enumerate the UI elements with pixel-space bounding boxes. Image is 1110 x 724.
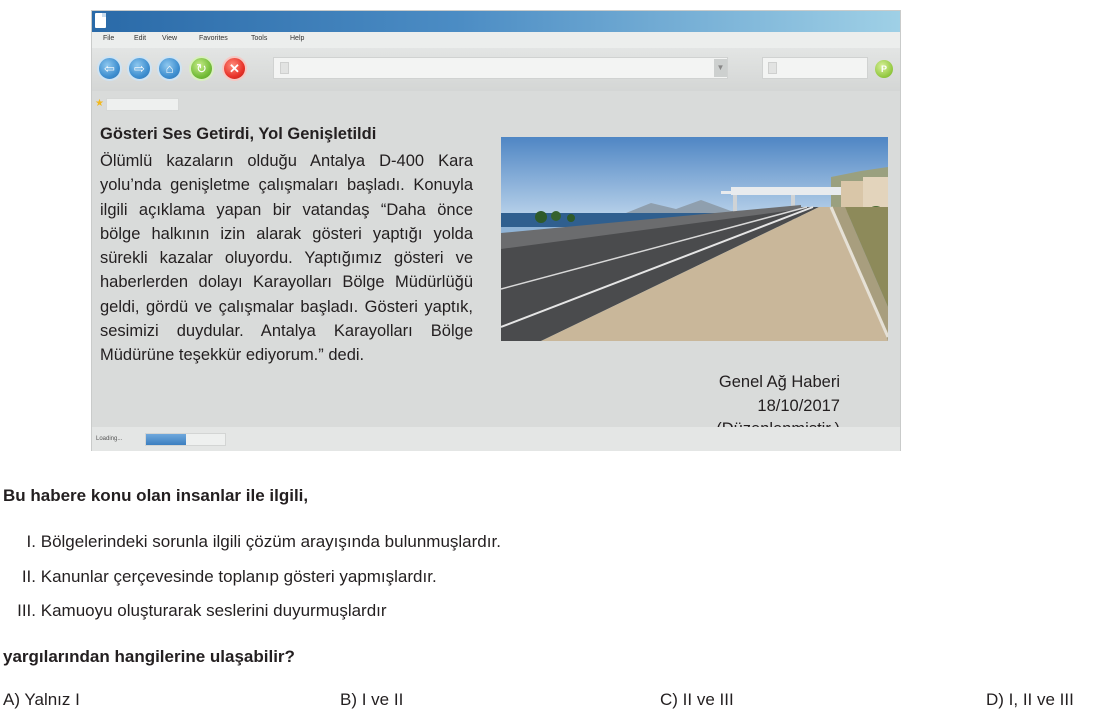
- statement-number: I.: [26, 532, 36, 551]
- back-button[interactable]: ⇦: [97, 56, 122, 81]
- page-icon: [768, 62, 777, 74]
- statement-1: [3, 532, 501, 552]
- article-body: Ölümlü kazaların olduğu Antalya D-400 Kara yolu’nda genişletme çalışmaları başladı. Konuyla ilgili açıklama yapan bir vatandaş “Daha önce bölge halkının izin alarak gösteri yaptığı yolda sürekli kazalar oluyordu. Yaptığımız gösteri ve haberlerden dolayı Karayolları Bölge Müdürlüğü geldi, gördü ve çalışmalar başladı. Gösteri yaptık, sesimizi duydular. Antalya Karayolları Bölge Müdürüne teşekkür ediyorum.” dedi.: [100, 152, 473, 365]
- menu-favorites[interactable]: Favorites: [199, 35, 228, 42]
- road-photo-illustration: [501, 137, 888, 341]
- favorite-tab[interactable]: [106, 98, 179, 111]
- question-prompt: yargılarından hangilerine ulaşabilir?: [3, 647, 295, 666]
- chevron-down-icon[interactable]: ▼: [714, 59, 727, 77]
- star-icon: ★: [95, 98, 104, 109]
- road-photo: [501, 137, 888, 341]
- progress-fill: [146, 434, 186, 445]
- refresh-button[interactable]: ↻: [189, 56, 214, 81]
- menu-edit[interactable]: Edit: [134, 35, 147, 42]
- statement-2: [3, 567, 437, 587]
- question-stem: Bu habere konu olan insanlar ile ilgili,: [3, 486, 309, 505]
- status-bar: [92, 427, 900, 451]
- browser-window: [91, 10, 901, 451]
- menu-help[interactable]: Help: [290, 35, 305, 42]
- source-date: 18/10/2017: [757, 396, 840, 415]
- menu-bar: [92, 32, 900, 48]
- option-a[interactable]: A) Yalnız I: [3, 690, 80, 709]
- menu-view[interactable]: View: [162, 35, 178, 42]
- statement-text: Kamuoyu oluşturarak seslerini duyurmuşlardır: [40, 601, 387, 620]
- title-bar: [92, 11, 900, 32]
- page-content: [92, 119, 900, 427]
- address-bar[interactable]: [273, 57, 728, 79]
- forward-button[interactable]: ⇨: [127, 56, 152, 81]
- option-d[interactable]: D) I, II ve III: [986, 690, 1074, 709]
- favorites-bar: [92, 91, 900, 119]
- progress-bar: [145, 433, 226, 446]
- option-c[interactable]: C) II ve III: [660, 690, 734, 709]
- statement-text: Kanunlar çerçevesinde toplanıp gösteri yapmışlardır.: [40, 567, 437, 586]
- stop-button[interactable]: ✕: [222, 56, 247, 81]
- toolbar: [92, 48, 900, 91]
- statement-number: III.: [17, 601, 36, 620]
- article-title: Gösteri Ses Getirdi, Yol Genişletildi: [100, 125, 377, 143]
- statement-number: II.: [21, 567, 36, 586]
- status-text: Loading...: [96, 436, 123, 442]
- page-icon: [280, 62, 289, 74]
- option-b[interactable]: B) I ve II: [340, 690, 404, 709]
- menu-file[interactable]: File: [103, 35, 115, 42]
- search-input[interactable]: [762, 57, 868, 79]
- document-icon: [95, 13, 106, 28]
- menu-tools[interactable]: Tools: [251, 35, 268, 42]
- source-name: Genel Ağ Haberi: [718, 373, 840, 391]
- go-button[interactable]: P: [875, 60, 893, 78]
- statement-3: [3, 601, 387, 621]
- statement-text: Bölgelerindeki sorunla ilgili çözüm arayışında bulunmuşlardır.: [40, 532, 501, 551]
- home-button[interactable]: ⌂: [157, 56, 182, 81]
